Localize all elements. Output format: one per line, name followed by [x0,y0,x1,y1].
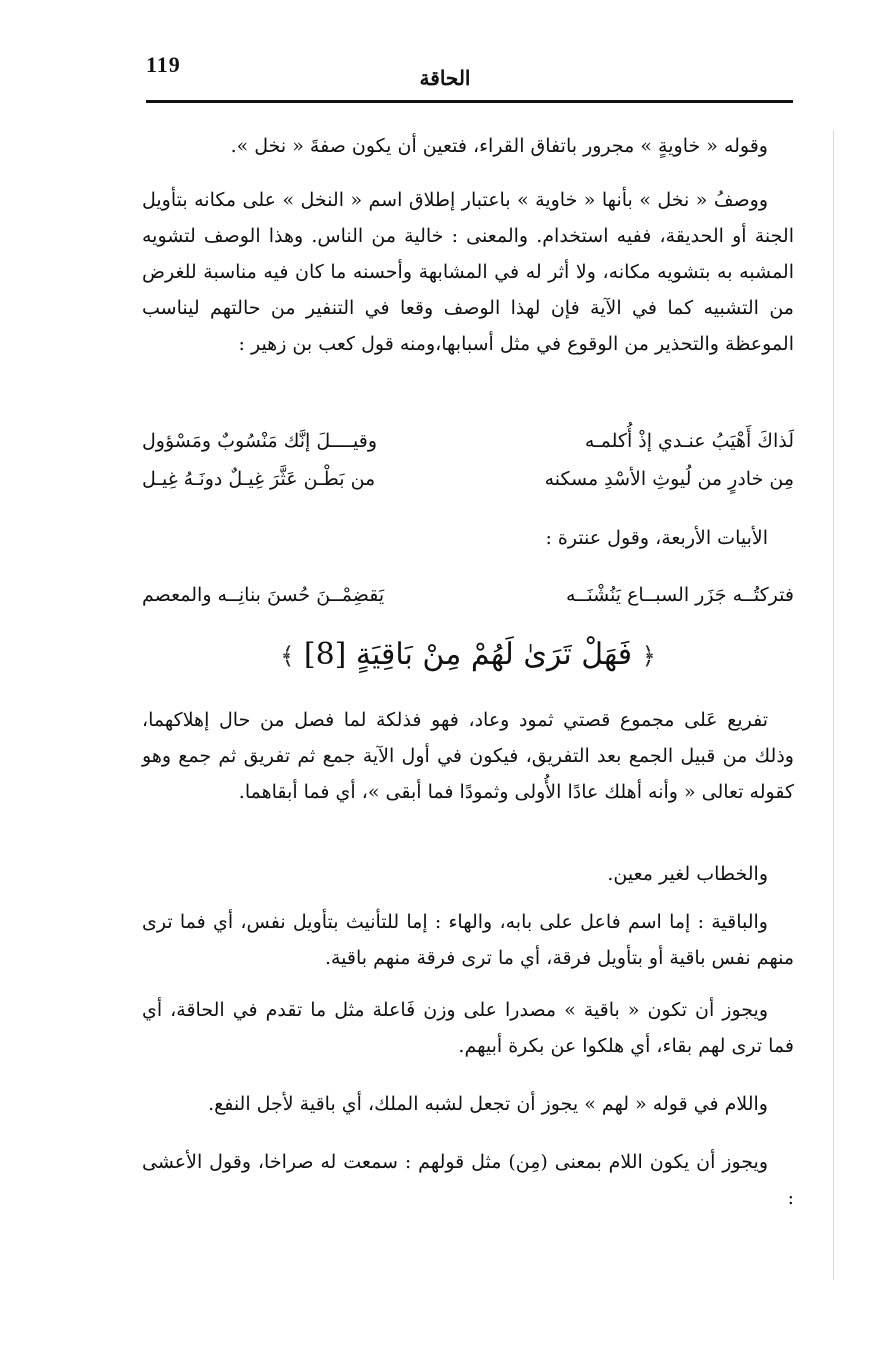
paragraph-9: ويجوز أن يكون اللام بمعنى (مِن) مثل قولهم : سمعت له صراخا، وقول الأعشى : [142,1151,794,1209]
verse-hemistich-second: وقيــــلَ إنَّك مَنْسُوبٌ ومَسْؤول [142,430,378,452]
paragraph-6: والباقية : إما اسم فاعل على بابه، والهاء : إما للتأنيث بتأويل نفس، أي فما ترى منهم نفس باقية أو بتأويل فرقة، أي ما ترى فرقة منهم باقية. [142,911,794,969]
quran-verse-number: [8] [303,637,347,672]
paragraph-5: والخطاب لغير معين. [607,863,768,885]
header-rule [146,100,793,103]
verse-hemistich-second: يَقضِمْــنَ حُسنَ بنانِــه والمعصم [142,584,385,606]
verse-antara [142,578,794,612]
paragraph-8: واللام في قوله « لهم » يجوز أن تجعل لشبه الملك، أي باقية لأجل النفع. [208,1093,768,1115]
quran-verse-text: فَهَلْ تَرَىٰ لَهُمْ مِنْ بَاقِيَةٍ [355,637,633,672]
paragraph-4: تفريع عَلى مجموع قصتي ثمود وعاد، فهو فذلكة لما فصل من حال إهلاكهما، وذلك من قبيل الجمع بعد التفريق، فيكون في أول الآية جمع ثم تفريق ثم جمع وهو كقوله تعالى « وأنه أهلك عادًا الأُولى وثمودًا فما أبقى »، أي فما أبقاهما. [142,709,794,803]
paragraph-1: وقوله « خاويةٍ » مجرور باتفاق القراء، فتعين أن يكون صفةَ « نخل ». [230,135,768,157]
verse-kaab-line-1 [142,424,794,458]
verse-kaab-line-2 [142,462,794,496]
page-number: 119 [146,52,181,77]
verse-hemistich-second: من بَطْـن عَثَّرَ غِيـلٌ دونَـهُ غِيـل [142,468,376,490]
verse-hemistich-first: لَذاكَ أَهْيَبُ عنـدي إذْ أُكلمـه [584,430,794,452]
verse-hemistich-first: فتركتُــه جَزَر السبــاع يَنُشْنَــه [566,584,794,606]
verse-hemistich-first: مِن خادرٍ من لُيوثِ الأسْدِ مسكنه [544,468,794,490]
paragraph-7: ويجوز أن تكون « باقية » مصدرا على وزن فَاعلة مثل ما تقدم في الحاقة، أي فما ترى لهم بقاء، أي هلكوا عن بكرة أبيهم. [142,999,794,1057]
paragraph-3: الأبيات الأربعة، وقول عنترة : [545,527,768,549]
paragraph-2: ووصفُ « نخل » بأنها « خاوية » باعتبار إطلاق اسم « النخل » على مكانه بتأويل الجنة أو الحديقة، ففيه استخدام. والمعنى : خالية من الناس. وهذا الوصف لتشويه المشبه به بتشويه مكانه، ولا أثر له في المشابهة وأحسنه ما كان فيه مناسبة للغرض من التشبيه كما في الآية فإن لهذا الوصف وقعا في التنفير من حالتهم ليناسب الموعظة والتحذير من الوقوع في مثل أسبابها،ومنه قول كعب بن زهير : [142,189,794,355]
ornament-open-icon: ﴿ [641,642,656,670]
ornament-close-icon: ﴾ [280,642,295,670]
scan-edge-line [833,130,834,1280]
quran-verse [142,625,794,686]
running-title: الحاقة [419,66,471,90]
